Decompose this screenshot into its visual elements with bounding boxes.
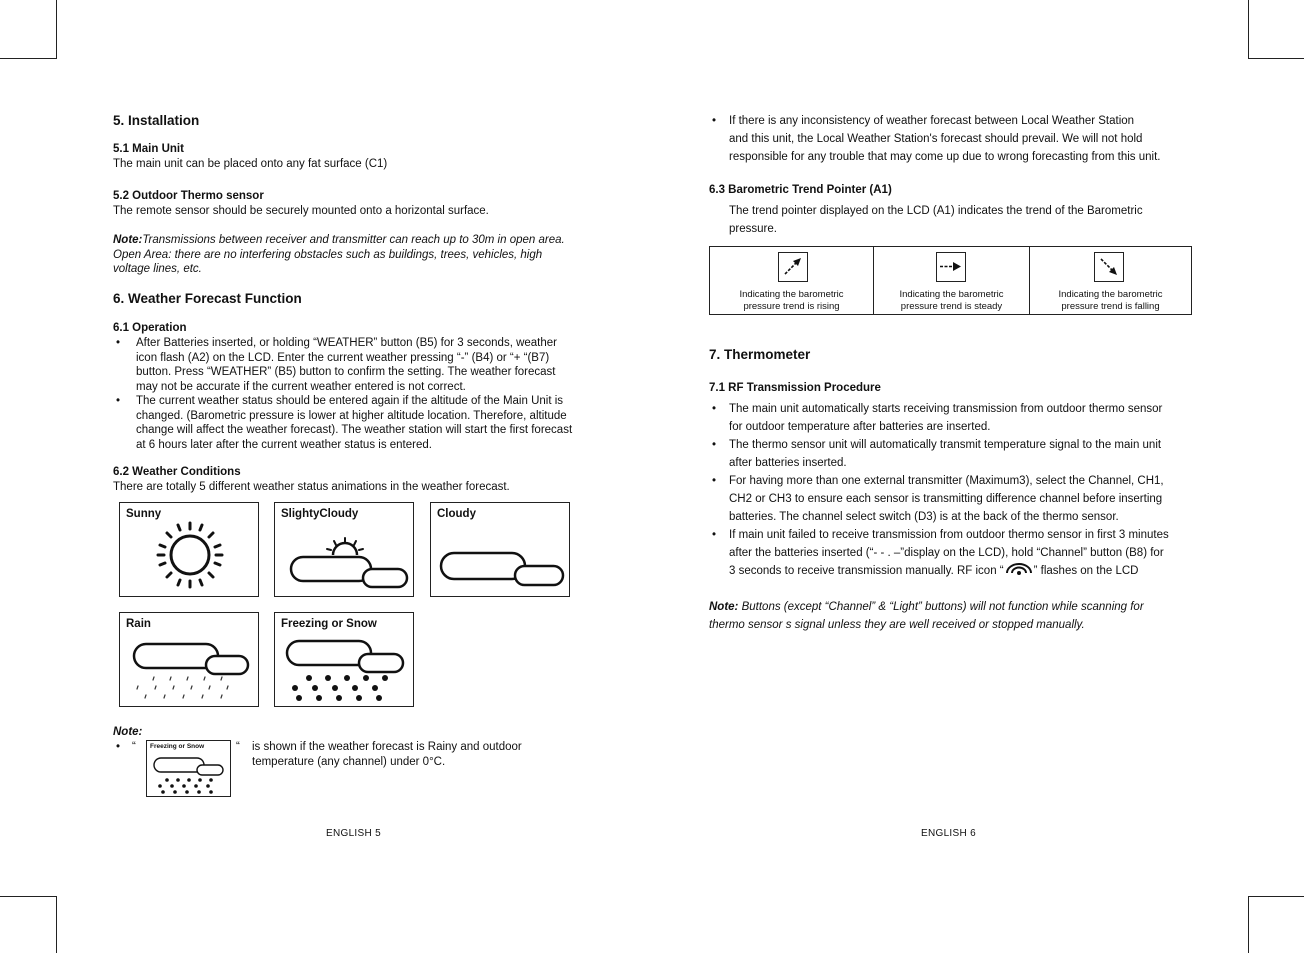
cloud-icon [431,503,571,598]
weather-note-bullet: • [116,741,121,753]
page-footer-right: ENGLISH 6 [921,828,976,839]
close-quote: “ [236,741,240,753]
open-quote: “ [132,741,136,753]
arrow-up-right-icon [778,252,808,282]
operation-bullet-1: • After Batteries inserted, or holding “WEATHER” button (B5) for 3 seconds, weather icon flash (A2) on the LCD. Enter the current weather pressing “-” (B4) or “+ “(B7) button. Press “WEATHER” (B5) button to confirm the setting. The weather forecast may not be accurate if the current weather entered is not correct. [116,337,557,393]
section-7-title: 7. Thermometer [709,347,811,362]
thermo-note-label: Note: [709,601,739,613]
freezing-snow-mini-icon: Freezing or Snow [146,740,231,797]
forecast-inconsistency-bullet: • If there is any inconsistency of weather forecast between Local Weather Station and this unit, the Local Weather Station's forecast should prevail. We will not hold responsible for any trouble that may come up due to wrong forecasting from this unit. [712,115,1161,163]
arrow-right-icon [936,252,966,282]
trend-cell-steady: Indicating the barometric pressure trend is steady [874,247,1030,314]
crop-mark-top-right [1248,0,1304,59]
weather-note-line-1: is shown if the weather forecast is Rainy and outdoor [252,741,522,753]
section-5-2-text: The remote sensor should be securely mounted onto a horizontal surface. [113,205,489,217]
section-5-1-text: The main unit can be placed onto any fat surface (C1) [113,158,388,170]
arrow-down-right-icon [1094,252,1124,282]
rf-bullet-4: • If main unit failed to receive transmission from outdoor thermo sensor in first 3 minutes after the batteries inserted (“- - . –”display on the LCD), hold “Channel” button (B8) for 3 seconds to receive transmission manually. RF icon “ ” flashes on the LCD [712,529,1169,577]
page-footer-left: ENGLISH 5 [326,828,381,839]
weather-box-slightly-cloudy: SlightyCloudy [274,502,414,597]
section-6-2-text: There are totally 5 different weather status animations in the weather forecast. [113,481,510,493]
sun-behind-cloud-icon [275,503,415,598]
weather-box-freezing-snow: Freezing or Snow [274,612,414,707]
section-5-2-title: 5.2 Outdoor Thermo sensor [113,190,264,202]
rf-bullet-1: • The main unit automatically starts receiving transmission from outdoor thermo sensor for outdoor temperature after batteries are inserted. [712,403,1163,433]
mini-snow-cloud-icon [147,741,232,798]
weather-box-rain: Rain [119,612,259,707]
installation-note: Note:Transmissions between receiver and transmitter can reach up to 30m in open area. Open Area: there are no interfering obstacles such as buildings, trees, vehicles, high voltage lines, etc. [113,234,565,275]
snow-cloud-icon [275,613,415,708]
rain-cloud-icon [120,613,260,708]
trend-cell-rising: Indicating the barometric pressure trend is rising [710,247,874,314]
section-6-3-title: 6.3 Barometric Trend Pointer (A1) [709,184,892,196]
crop-mark-bottom-right [1248,896,1304,953]
operation-bullet-2: • The current weather status should be entered again if the altitude of the Main Unit is changed. (Barometric pressure is lower at higher altitude location. Therefore, altitude change will affect the weather forecast). The weather station will start the first forecast at 6 hours later after the current weather status is entered. [116,395,573,451]
section-6-1-title: 6.1 Operation [113,322,187,334]
rf-bullet-2: • The thermo sensor unit will automatically transmit temperature signal to the main unit after batteries inserted. [712,439,1162,469]
barometric-trend-table [709,246,1192,315]
crop-mark-top-left [0,0,57,59]
section-7-1-title: 7.1 RF Transmission Procedure [709,382,881,394]
crop-mark-bottom-left [0,896,57,953]
weather-note-label: Note: [113,726,143,738]
weather-box-cloudy: Cloudy [430,502,570,597]
section-6-3-text: The trend pointer displayed on the LCD (A1) indicates the trend of the Barometric pressure. [729,205,1143,235]
section-6-title: 6. Weather Forecast Function [113,291,302,306]
section-5-title: 5. Installation [113,113,200,128]
section-6-2-title: 6.2 Weather Conditions [113,466,241,478]
weather-box-sunny: Sunny [119,502,259,597]
thermometer-note: Note: Buttons (except “Channel” & “Light” buttons) will not function while scanning for thermo sensor s signal unless they are well received or stopped manually. [709,601,1144,631]
weather-note-line-2: temperature (any channel) under 0°C. [252,756,446,768]
section-5-1-title: 5.1 Main Unit [113,143,184,155]
rf-bullet-3: • For having more than one external transmitter (Maximum3), select the Channel, CH1, CH2 or CH3 to ensure each sensor is transmitting difference channel before inserting batteries. The channel select switch (D3) is at the back of the thermo sensor. [712,475,1164,523]
sun-icon [120,503,260,598]
rf-signal-icon [1004,563,1034,575]
trend-cell-falling: Indicating the barometric pressure trend is falling [1030,247,1191,314]
note-label: Note: [113,234,143,246]
